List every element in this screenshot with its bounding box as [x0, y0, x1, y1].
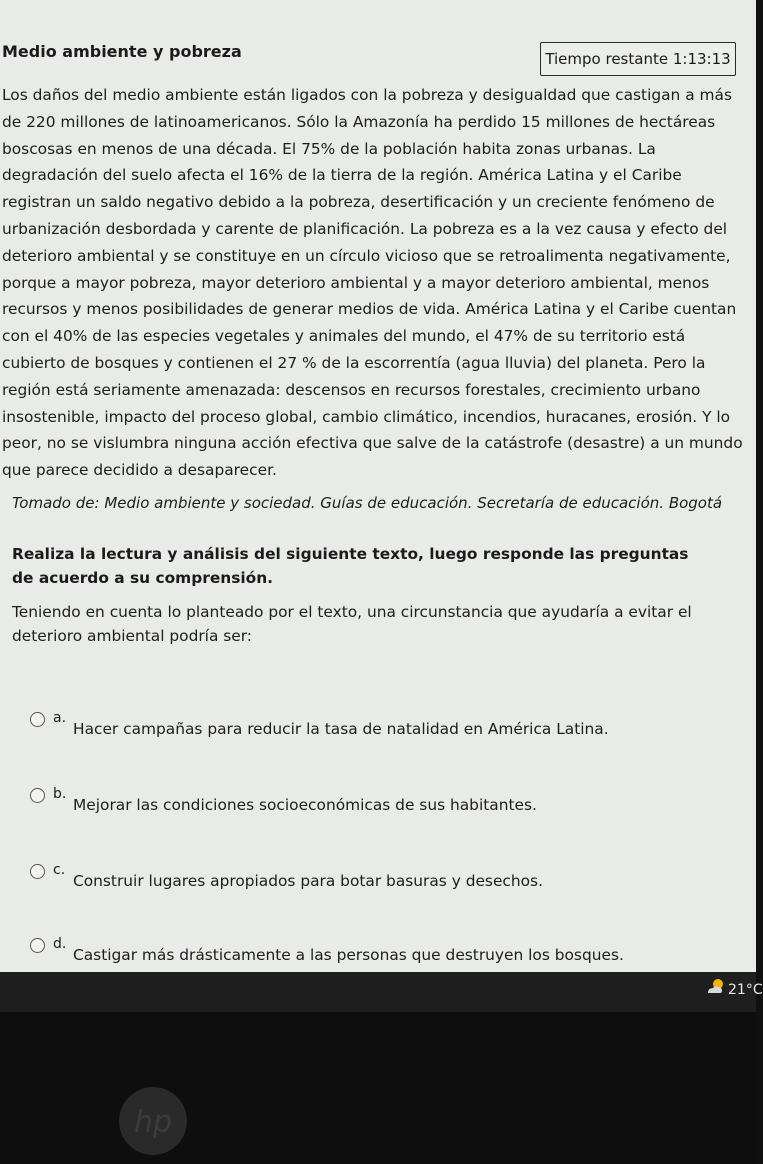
option-c[interactable]: [30, 864, 543, 890]
option-letter: d.: [53, 936, 67, 952]
timer-box: [540, 42, 736, 76]
citation: Tomado de: Medio ambiente y sociedad. Guías de educación. Secretaría de educación. Bogotá: [12, 494, 723, 512]
option-a[interactable]: [30, 712, 609, 738]
timer-value: 1:13:13: [672, 50, 731, 68]
temperature-text[interactable]: 21°C: [728, 982, 763, 998]
option-text[interactable]: Mejorar las condiciones socioeconómicas de sus habitantes.: [73, 796, 537, 814]
taskbar: [0, 972, 756, 1012]
option-letter: a.: [53, 710, 67, 726]
radio-button-b[interactable]: [30, 788, 45, 803]
option-text[interactable]: Hacer campañas para reducir la tasa de natalidad en América Latina.: [73, 720, 609, 738]
question-text: Teniendo en cuenta lo planteado por el texto, una circunstancia que ayudaría a evitar el deterioro ambiental podría ser:: [12, 603, 692, 645]
option-letter: b.: [53, 786, 67, 802]
timer-label: Tiempo restante: [545, 50, 669, 68]
weather-icon[interactable]: [706, 978, 724, 996]
option-d[interactable]: [30, 938, 624, 964]
reading-passage: Los daños del medio ambiente están ligados con la pobreza y desigualdad que castigan a más de 220 millones de latinoamericanos. Sólo la Amazonía ha perdido 15 millones de hectáreas boscosas en menos de una década. El 75% de la población habita zonas urbanas. La degradación del suelo afecta el 16% de la tierra de la región. América Latina y el Caribe registran un saldo negativo debido a la pobreza, desertificación y un creciente fenómeno de urbanización desbordada y carente de planificación. La pobreza es a la vez causa y efecto del deterioro ambiental y se constituye en un círculo vicioso que se retroalimenta negativamente, porque a mayor pobreza, mayor deterioro ambiental y a mayor deterioro ambiental, menos recursos y menos posibilidades de generar medios de vida. América Latina y el Caribe cuentan con el 40% de las especies vegetales y animales del mundo, el 47% de su territorio está cubierto de bosques y contienen el 27 % de la escorrentía (agua lluvia) del planeta. Pero la región está seriamente amenazada: descensos en recursos forestales, crecimiento urbano insostenible, impacto del proceso global, cambio climático, incendios, huracanes, erosión. Y lo peor, no se vislumbra ninguna acción efectiva que salve de la catástrofe (desastre) a un mundo que parece decidido a desaparecer.: [2, 86, 743, 480]
page-title: Medio ambiente y pobreza: [2, 42, 242, 61]
radio-button-c[interactable]: [30, 864, 45, 879]
option-text[interactable]: Construir lugares apropiados para botar basuras y desechos.: [73, 872, 543, 890]
instruction-text: Realiza la lectura y análisis del siguiente texto, luego responde las preguntas de acuerdo a su comprensión.: [12, 545, 689, 587]
svg-text:hp: hp: [133, 1105, 173, 1140]
hp-logo: [116, 1084, 190, 1158]
option-text[interactable]: Castigar más drásticamente a las personas que destruyen los bosques.: [73, 946, 624, 964]
laptop-bezel: [0, 1012, 756, 1164]
radio-button-a[interactable]: [30, 712, 45, 727]
option-b[interactable]: [30, 788, 537, 814]
radio-button-d[interactable]: [30, 938, 45, 953]
option-letter: c.: [53, 862, 66, 878]
